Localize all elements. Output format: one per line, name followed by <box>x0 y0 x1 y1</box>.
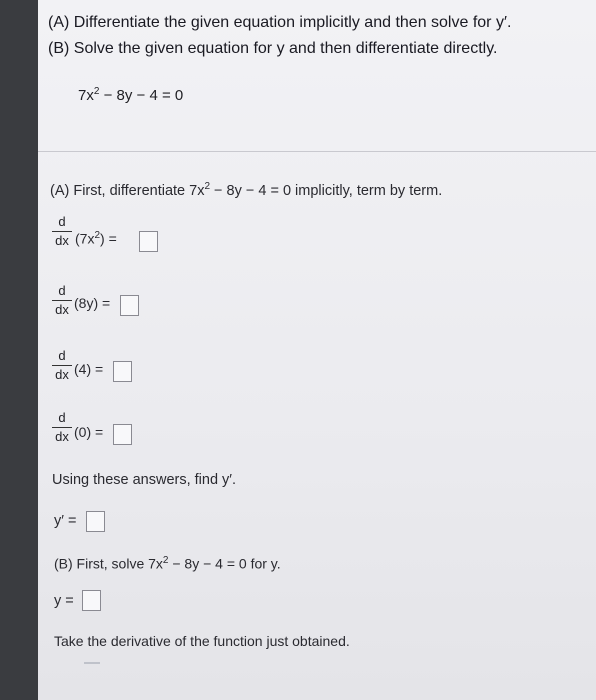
term-4-answer-box[interactable] <box>113 424 132 445</box>
take-derivative-instruction: Take the derivative of the function just obtained. <box>54 633 350 649</box>
part-a-intro: (A) First, differentiate $7x^2 - 8y - 4 = 0$ implicitly, term by term. <box>50 181 443 199</box>
term-3-expression: (4) = <box>74 361 104 377</box>
derivative-operator-3: d dx <box>52 348 72 382</box>
term-2-answer-box[interactable] <box>120 295 139 316</box>
y-answer-box[interactable] <box>82 590 101 611</box>
y-label: y = <box>54 593 74 609</box>
term-4-expression: (0) = <box>74 424 104 440</box>
find-yprime-instruction: Using these answers, find y′. <box>52 472 237 488</box>
derivative-operator-1: d dx <box>52 214 72 248</box>
part-b-instruction: (B) Solve the given equation for y and then differentiate directly. <box>48 40 498 57</box>
yprime-answer-box[interactable] <box>86 511 105 532</box>
partial-answer-box[interactable] <box>84 662 100 664</box>
given-equation: $7x^2 - 8y - 4 = 0$ <box>78 86 184 104</box>
derivative-operator-2: d dx <box>52 283 72 317</box>
term-3-answer-box[interactable] <box>113 361 132 382</box>
section-divider <box>38 151 596 152</box>
part-a-instruction: (A) Differentiate the given equation implicitly and then solve for y′. <box>48 14 512 31</box>
term-2-expression: (8y) = <box>74 295 111 311</box>
term-1-expression: $(7x^2)$ = <box>75 230 117 247</box>
yprime-label: y′ = <box>54 513 77 529</box>
part-b-intro: (B) First, solve $7x^2 - 8y - 4 = 0$ for y. <box>54 555 281 572</box>
problem-panel <box>38 0 596 700</box>
term-1-answer-box[interactable] <box>139 231 158 252</box>
derivative-operator-4: d dx <box>52 410 72 444</box>
